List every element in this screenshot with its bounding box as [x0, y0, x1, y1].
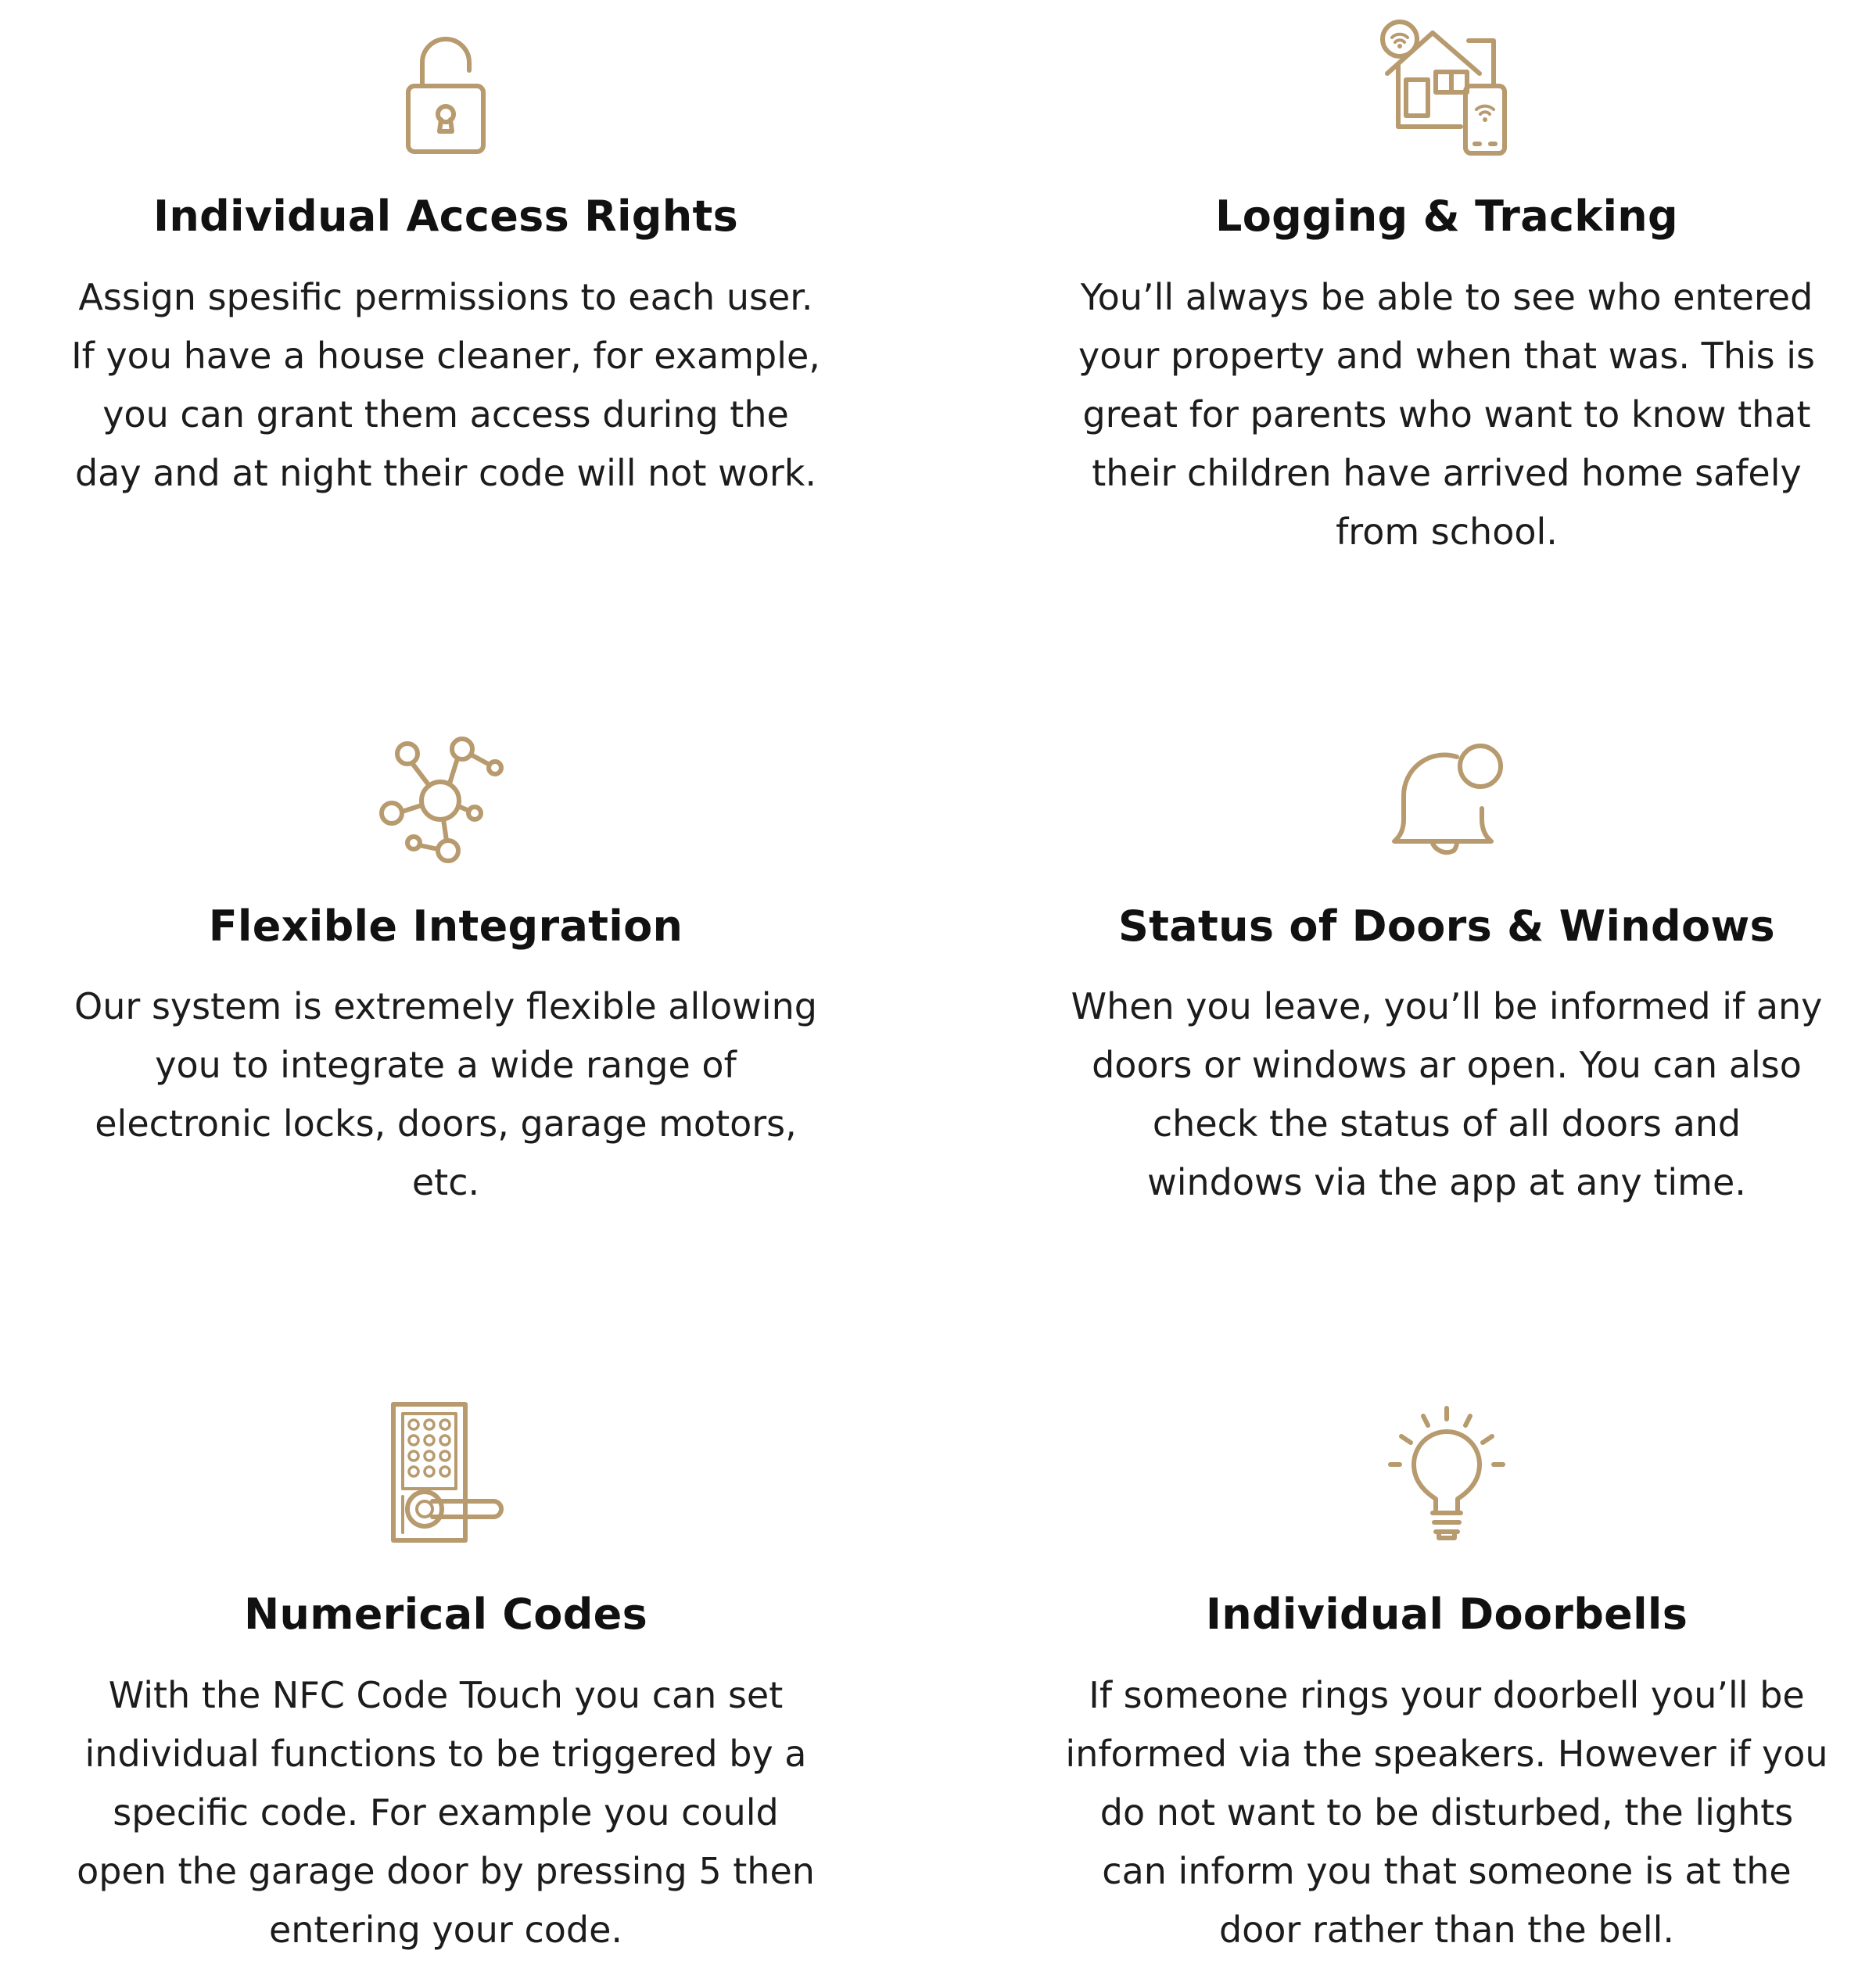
description-line: etc. [411, 1161, 480, 1203]
description-line: do not want to be disturbed, the lights [1099, 1791, 1794, 1834]
description-line: great for parents who want to know that [1082, 393, 1811, 436]
description-line: When you leave, you’ll be informed if any [1071, 985, 1823, 1027]
padlock-icon [23, 31, 868, 156]
description-line: can inform you that someone is at the [1102, 1850, 1792, 1892]
description-line: your property and when that was. This is [1078, 335, 1816, 377]
description-line: You’ll always be able to see who entered [1080, 276, 1813, 318]
feature-description [1024, 977, 1869, 1212]
description-line: door rather than the bell. [1218, 1909, 1675, 1951]
description-line: their children have arrived home safely [1092, 452, 1802, 494]
description-line: open the garage door by pressing 5 then [77, 1850, 815, 1892]
description-line: entering your code. [268, 1909, 623, 1951]
description-line: windows via the app at any time. [1147, 1161, 1746, 1203]
feature-title: Numerical Codes [243, 1590, 648, 1639]
feature-description [23, 268, 868, 503]
description-line: you to integrate a wide range of [155, 1044, 737, 1086]
description-line: you can grant them access during the [102, 393, 789, 436]
description-line: individual functions to be triggered by a [84, 1733, 807, 1775]
feature-description [1024, 268, 1869, 561]
feature-title: Individual Doorbells [1205, 1590, 1688, 1639]
description-line: from school. [1336, 511, 1558, 553]
keypad-lock-icon [23, 1400, 868, 1548]
description-line: doors or windows ar open. You can also [1092, 1044, 1802, 1086]
feature-title: Individual Access Rights [152, 192, 739, 241]
feature-description [23, 1666, 868, 1959]
description-line: check the status of all doors and [1152, 1102, 1741, 1145]
feature-description [23, 977, 868, 1212]
description-line: Our system is extremely flexible allowing [74, 985, 817, 1027]
description-line: If someone rings your doorbell you’ll be [1089, 1674, 1805, 1716]
description-line: Assign spesific permissions to each user. [78, 276, 813, 318]
description-line: With the NFC Code Touch you can set [108, 1674, 784, 1716]
feature-title: Flexible Integration [208, 902, 683, 951]
description-line: If you have a house cleaner, for example, [71, 335, 820, 377]
description-line: electronic locks, doors, garage motors, [95, 1102, 797, 1145]
bell-notification-icon [1024, 741, 1869, 866]
description-line: informed via the speakers. However if you [1065, 1733, 1828, 1775]
feature-title: Logging & Tracking [1214, 192, 1679, 241]
network-icon [23, 733, 868, 866]
description-line: day and at night their code will not work. [74, 452, 817, 494]
smart-home-icon [1024, 17, 1869, 158]
description-line: specific code. For example you could [113, 1791, 779, 1834]
feature-title: Status of Doors & Windows [1117, 902, 1776, 951]
feature-description [1024, 1666, 1869, 1959]
light-bulb-icon [1024, 1403, 1869, 1544]
